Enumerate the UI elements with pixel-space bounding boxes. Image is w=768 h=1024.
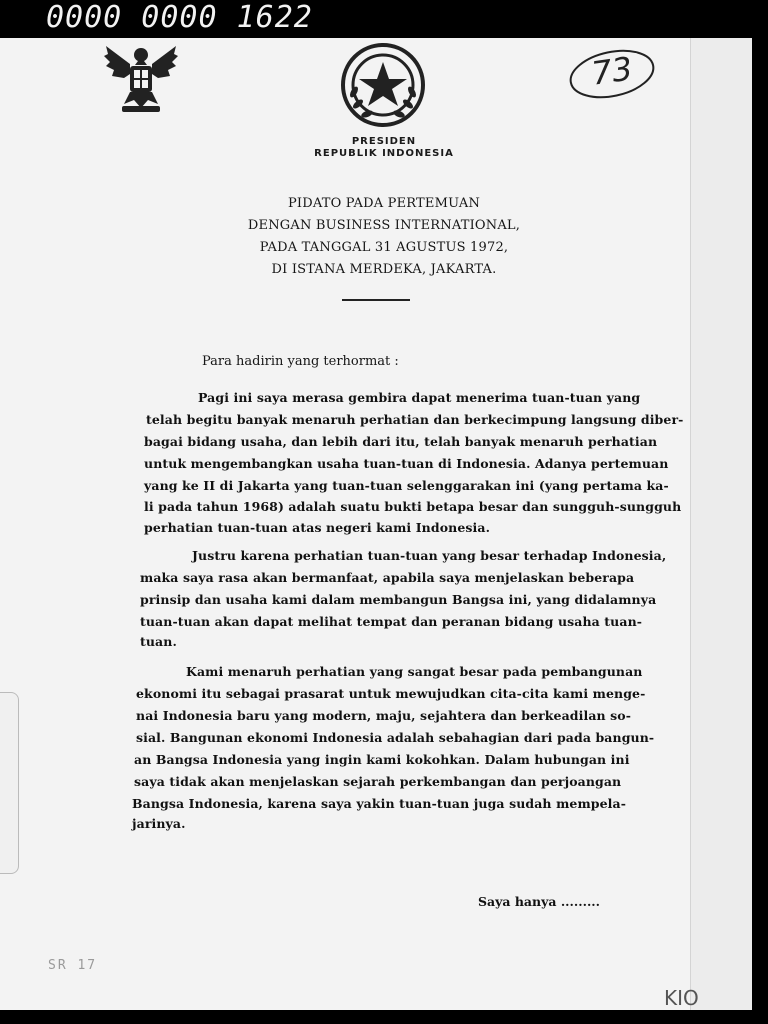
garuda-emblem-icon xyxy=(100,38,182,118)
paragraph-3-line: jarinya. xyxy=(132,816,186,831)
page-number-text: 73 xyxy=(589,49,635,93)
paragraph-1-line: li pada tahun 1968) adalah suatu bukti betapa besar dan sungguh-sungguh xyxy=(144,499,682,514)
paragraph-1-line: Pagi ini saya merasa gembira dapat menerima tuan-tuan yang xyxy=(198,390,641,405)
title-line-3: PADA TANGGAL 31 AGUSTUS 1972, xyxy=(259,240,509,255)
paragraph-2-line: prinsip dan usaha kami dalam membangun Bangsa ini, yang didalamnya xyxy=(140,592,657,607)
paragraph-2-line: tuan. xyxy=(140,634,177,649)
film-frame-bar xyxy=(0,0,768,38)
paragraph-3-line: nai Indonesia baru yang modern, maju, sejahtera dan berkeadilan so- xyxy=(136,708,632,723)
paragraph-2-line: tuan-tuan akan dapat melihat tempat dan peranan bidang usaha tuan- xyxy=(140,614,643,629)
paragraph-1-line: telah begitu banyak menaruh perhatian dan berkecimpung langsung diber- xyxy=(146,412,684,427)
faded-stamp: SR 17 xyxy=(48,958,98,973)
page-fold xyxy=(690,38,753,1010)
paragraph-3-line: an Bangsa Indonesia yang ingin kami kokohkan. Dalam hubungan ini xyxy=(134,752,630,767)
binder-tab xyxy=(0,692,19,874)
presidential-seal-icon xyxy=(340,42,426,128)
bottom-edge xyxy=(0,1010,768,1024)
title-line-1: PIDATO PADA PERTEMUAN xyxy=(287,196,481,211)
closing-text: Saya hanya ......... xyxy=(478,894,600,909)
paragraph-2-line: Justru karena perhatian tuan-tuan yang besar terhadap Indonesia, xyxy=(192,548,667,563)
header-republic: REPUBLIK INDONESIA xyxy=(314,148,454,159)
paragraph-3-line: saya tidak akan menjelaskan sejarah perkembangan dan perjoangan xyxy=(134,774,622,789)
salutation: Para hadirin yang terhormat : xyxy=(202,354,399,369)
paragraph-3-line: Bangsa Indonesia, karena saya yakin tuan-tuan juga sudah mempela- xyxy=(132,796,627,811)
frame-number: 0000 0000 1622 xyxy=(46,0,313,35)
paragraph-2-line: maka saya rasa akan bermanfaat, apabila saya menjelaskan beberapa xyxy=(140,570,635,585)
right-edge xyxy=(752,38,768,1024)
handwritten-page-number xyxy=(568,46,656,102)
header-president: PRESIDEN xyxy=(351,136,417,147)
title-line-4: DI ISTANA MERDEKA, JAKARTA. xyxy=(271,262,497,277)
paragraph-1-line: yang ke II di Jakarta yang tuan-tuan selenggarakan ini (yang pertama ka- xyxy=(144,478,669,493)
paragraph-3-line: ekonomi itu sebagai prasarat untuk mewujudkan cita-cita kami menge- xyxy=(136,686,646,701)
paragraph-3-line: sial. Bangunan ekonomi Indonesia adalah sebahagian dari pada bangun- xyxy=(136,730,655,745)
paragraph-1-line: perhatian tuan-tuan atas negeri kami Indonesia. xyxy=(144,520,491,535)
paragraph-1-line: bagai bidang usaha, dan lebih dari itu, telah banyak menaruh perhatian xyxy=(144,434,658,449)
corner-mark: KIO xyxy=(664,986,699,1010)
title-underline xyxy=(342,299,410,301)
title-line-2: DENGAN BUSINESS INTERNATIONAL, xyxy=(247,218,521,233)
paragraph-1-line: untuk mengembangkan usaha tuan-tuan di Indonesia. Adanya pertemuan xyxy=(144,456,669,471)
paragraph-3-line: Kami menaruh perhatian yang sangat besar pada pembangunan xyxy=(186,664,643,679)
